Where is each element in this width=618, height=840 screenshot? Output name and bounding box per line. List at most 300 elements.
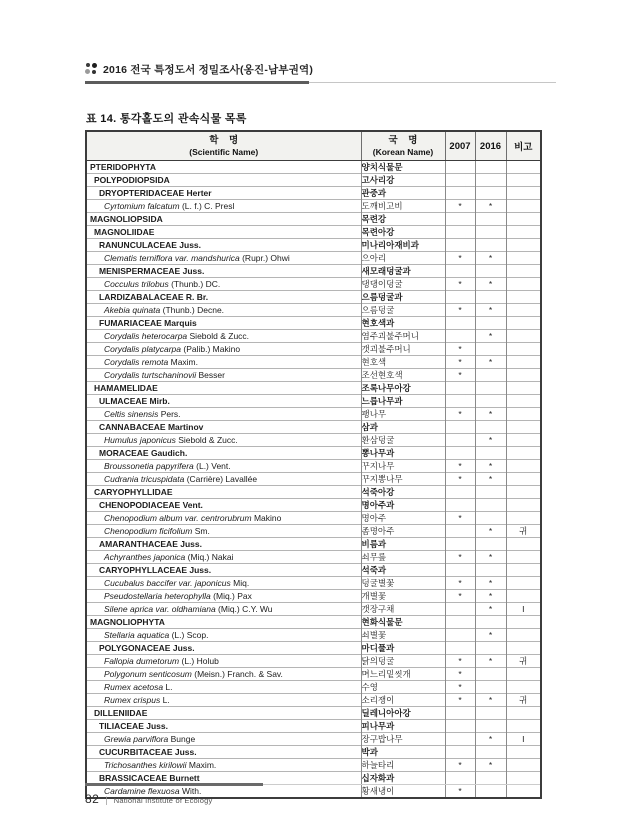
note-cell bbox=[506, 213, 541, 226]
korean-name-cell: 하늘타리 bbox=[361, 759, 445, 772]
table-row bbox=[86, 369, 541, 382]
record-2007-cell: * bbox=[445, 460, 475, 473]
table-row bbox=[86, 642, 541, 655]
korean-name-cell: 현호색과 bbox=[361, 317, 445, 330]
record-2007-cell bbox=[445, 603, 475, 616]
korean-name-cell: 염주괴불주머니 bbox=[361, 330, 445, 343]
scientific-name-cell: MAGNOLIOPHYTA bbox=[86, 616, 361, 629]
record-2016-cell: * bbox=[475, 278, 506, 291]
record-2016-cell: * bbox=[475, 408, 506, 421]
note-cell bbox=[506, 759, 541, 772]
table-row bbox=[86, 707, 541, 720]
record-2007-cell bbox=[445, 707, 475, 720]
korean-name-cell: 쇠무릎 bbox=[361, 551, 445, 564]
korean-name-cell: 댕댕이덩굴 bbox=[361, 278, 445, 291]
institute-name: National Institute of Ecology bbox=[113, 796, 213, 805]
record-2016-cell: * bbox=[475, 200, 506, 213]
note-cell bbox=[506, 304, 541, 317]
table-row bbox=[86, 161, 541, 174]
scientific-name-cell: MAGNOLIIDAE bbox=[86, 226, 361, 239]
record-2007-cell bbox=[445, 174, 475, 187]
record-2016-cell bbox=[475, 499, 506, 512]
korean-name-cell: 고사리강 bbox=[361, 174, 445, 187]
scientific-name-cell: Rumex acetosa L. bbox=[86, 681, 361, 694]
record-2007-cell: * bbox=[445, 694, 475, 707]
record-2016-cell: * bbox=[475, 733, 506, 746]
scientific-name-cell: RANUNCULACEAE Juss. bbox=[86, 239, 361, 252]
scientific-name-cell: PTERIDOPHYTA bbox=[90, 162, 156, 172]
korean-name-cell: 삼과 bbox=[361, 421, 445, 434]
column-header-scientific-name: 학 명 (Scientific Name) bbox=[86, 131, 361, 161]
table-row bbox=[86, 356, 541, 369]
table-row bbox=[86, 447, 541, 460]
scientific-name-cell: Clematis terniflora var. mandshurica (Rupr.) Ohwi bbox=[86, 252, 361, 265]
record-2016-cell: * bbox=[475, 434, 506, 447]
record-2007-cell bbox=[445, 395, 475, 408]
record-2016-cell bbox=[475, 187, 506, 200]
table-row bbox=[86, 720, 541, 733]
scientific-name-cell: Trichosanthes kirilowii Maxim. bbox=[86, 759, 361, 772]
record-2016-cell bbox=[475, 213, 506, 226]
korean-name-cell: 닭의덩굴 bbox=[361, 655, 445, 668]
korean-name-cell: 조선현호색 bbox=[361, 369, 445, 382]
table-row bbox=[86, 382, 541, 395]
record-2016-cell: * bbox=[475, 473, 506, 486]
korean-name-cell: 쇠별꽃 bbox=[361, 629, 445, 642]
note-cell bbox=[506, 161, 541, 174]
scientific-name-cell: BRASSICACEAE Burnett bbox=[86, 772, 361, 785]
record-2007-cell: * bbox=[445, 252, 475, 265]
scientific-name-cell: Chenopodium ficifolium Sm. bbox=[86, 525, 361, 538]
record-2007-cell bbox=[445, 642, 475, 655]
table-row bbox=[86, 525, 541, 538]
note-cell bbox=[506, 512, 541, 525]
record-2007-cell: * bbox=[445, 577, 475, 590]
scientific-name-cell: HAMAMELIDAE bbox=[86, 382, 361, 395]
scientific-name-cell: Cudrania tricuspidata (Carrière) Lavallée bbox=[86, 473, 361, 486]
record-2016-cell bbox=[475, 538, 506, 551]
korean-name-cell: 명아주 bbox=[361, 512, 445, 525]
table-row bbox=[86, 577, 541, 590]
korean-name-cell: 조록나무아강 bbox=[361, 382, 445, 395]
scientific-name-cell: TILIACEAE Juss. bbox=[86, 720, 361, 733]
table-row bbox=[86, 317, 541, 330]
record-2016-cell: * bbox=[475, 304, 506, 317]
record-2007-cell bbox=[445, 421, 475, 434]
korean-name-cell: 도깨비고비 bbox=[361, 200, 445, 213]
table-row bbox=[86, 460, 541, 473]
record-2016-cell: * bbox=[475, 252, 506, 265]
table-row bbox=[86, 395, 541, 408]
record-2007-cell: * bbox=[445, 278, 475, 291]
record-2007-cell: * bbox=[445, 343, 475, 356]
table-row bbox=[86, 187, 541, 200]
note-cell bbox=[506, 460, 541, 473]
scientific-name-cell: MORACEAE Gaudich. bbox=[86, 447, 361, 460]
note-cell: 귀 bbox=[506, 655, 541, 668]
record-2007-cell: * bbox=[445, 473, 475, 486]
scientific-name-cell: POLYGONACEAE Juss. bbox=[86, 642, 361, 655]
note-cell bbox=[506, 291, 541, 304]
note-cell bbox=[506, 707, 541, 720]
scientific-name-cell: Akebia quinata (Thunb.) Decne. bbox=[86, 304, 361, 317]
korean-name-cell: 박과 bbox=[361, 746, 445, 759]
scientific-name-cell: Silene aprica var. oldhamiana (Miq.) C.Y. Wu bbox=[86, 603, 361, 616]
record-2016-cell bbox=[475, 265, 506, 278]
korean-name-cell: 며느리밑씻개 bbox=[361, 668, 445, 681]
table-row bbox=[86, 174, 541, 187]
record-2016-cell bbox=[475, 681, 506, 694]
table-row bbox=[86, 434, 541, 447]
scientific-name-cell: Polygonum senticosum (Meisn.) Franch. & Sav. bbox=[86, 668, 361, 681]
record-2007-cell: * bbox=[445, 512, 475, 525]
scientific-name-cell: FUMARIACEAE Marquis bbox=[86, 317, 361, 330]
scientific-name-cell: POLYPODIOPSIDA bbox=[86, 174, 361, 187]
korean-name-cell: 딜레니아아강 bbox=[361, 707, 445, 720]
note-cell bbox=[506, 564, 541, 577]
note-cell bbox=[506, 473, 541, 486]
note-cell: 귀 bbox=[506, 694, 541, 707]
scientific-name-cell: LARDIZABALACEAE R. Br. bbox=[86, 291, 361, 304]
record-2016-cell bbox=[475, 239, 506, 252]
korean-name-cell: 석죽아강 bbox=[361, 486, 445, 499]
note-cell bbox=[506, 174, 541, 187]
record-2016-cell: * bbox=[475, 356, 506, 369]
record-2016-cell bbox=[475, 343, 506, 356]
note-cell bbox=[506, 577, 541, 590]
table-row bbox=[86, 486, 541, 499]
note-cell bbox=[506, 668, 541, 681]
scientific-name-cell: Chenopodium album var. centrorubrum Makino bbox=[86, 512, 361, 525]
korean-name-cell: 피나무과 bbox=[361, 720, 445, 733]
note-cell bbox=[506, 187, 541, 200]
korean-name-cell: 황새냉이 bbox=[361, 785, 445, 799]
note-cell: 귀 bbox=[506, 525, 541, 538]
scientific-name-cell: AMARANTHACEAE Juss. bbox=[86, 538, 361, 551]
scientific-name-cell: CARYOPHYLLACEAE Juss. bbox=[86, 564, 361, 577]
note-cell bbox=[506, 720, 541, 733]
record-2016-cell: * bbox=[475, 655, 506, 668]
korean-name-cell: 수영 bbox=[361, 681, 445, 694]
record-2007-cell: * bbox=[445, 668, 475, 681]
record-2007-cell: * bbox=[445, 304, 475, 317]
record-2016-cell bbox=[475, 291, 506, 304]
page-header bbox=[85, 61, 556, 84]
note-cell bbox=[506, 486, 541, 499]
korean-name-cell: 뽕나무과 bbox=[361, 447, 445, 460]
table-row bbox=[86, 421, 541, 434]
record-2016-cell: * bbox=[475, 577, 506, 590]
table-row bbox=[86, 694, 541, 707]
note-cell bbox=[506, 681, 541, 694]
table-row bbox=[86, 213, 541, 226]
record-2007-cell bbox=[445, 746, 475, 759]
korean-name-cell: 으름덩굴과 bbox=[361, 291, 445, 304]
record-2007-cell bbox=[445, 330, 475, 343]
table-row bbox=[86, 733, 541, 746]
scientific-name-cell: Corydalis heterocarpa Siebold & Zucc. bbox=[86, 330, 361, 343]
record-2007-cell: * bbox=[445, 590, 475, 603]
record-2016-cell bbox=[475, 746, 506, 759]
record-2007-cell: * bbox=[445, 681, 475, 694]
korean-name-cell: 비름과 bbox=[361, 538, 445, 551]
record-2016-cell bbox=[475, 668, 506, 681]
scientific-name-cell: Celtis sinensis Pers. bbox=[86, 408, 361, 421]
scientific-name-cell: Corydalis remota Maxim. bbox=[86, 356, 361, 369]
scientific-name-cell: Broussonetia papyrifera (L.) Vent. bbox=[86, 460, 361, 473]
record-2007-cell bbox=[445, 525, 475, 538]
table-row bbox=[86, 330, 541, 343]
note-cell bbox=[506, 551, 541, 564]
table-row bbox=[86, 252, 541, 265]
table-header-row bbox=[86, 131, 541, 161]
note-cell bbox=[506, 642, 541, 655]
record-2007-cell bbox=[445, 564, 475, 577]
note-cell bbox=[506, 317, 541, 330]
note-cell bbox=[506, 265, 541, 278]
table-row bbox=[86, 291, 541, 304]
record-2016-cell: * bbox=[475, 629, 506, 642]
scientific-name-cell: Cucubalus baccifer var. japonicus Miq. bbox=[86, 577, 361, 590]
note-cell bbox=[506, 252, 541, 265]
korean-name-cell: 양치식물문 bbox=[361, 161, 445, 174]
record-2007-cell bbox=[445, 720, 475, 733]
footer-rule bbox=[85, 783, 540, 786]
note-cell bbox=[506, 226, 541, 239]
plant-table-body bbox=[86, 161, 541, 799]
note-cell bbox=[506, 408, 541, 421]
table-row bbox=[86, 304, 541, 317]
plant-checklist-table bbox=[85, 130, 542, 799]
note-cell bbox=[506, 629, 541, 642]
scientific-name-cell: Grewia parviflora Bunge bbox=[86, 733, 361, 746]
korean-name-cell: 덩굴별꽃 bbox=[361, 577, 445, 590]
record-2016-cell bbox=[475, 382, 506, 395]
korean-name-cell: 좀명아주 bbox=[361, 525, 445, 538]
table-row bbox=[86, 603, 541, 616]
record-2016-cell bbox=[475, 369, 506, 382]
record-2016-cell: * bbox=[475, 590, 506, 603]
scientific-name-cell: Achyranthes japonica (Miq.) Nakai bbox=[86, 551, 361, 564]
scientific-name-cell: DILLENIIDAE bbox=[86, 707, 361, 720]
note-cell bbox=[506, 369, 541, 382]
korean-name-cell: 미나리아재비과 bbox=[361, 239, 445, 252]
record-2016-cell bbox=[475, 447, 506, 460]
dots-bullet-icon bbox=[85, 63, 98, 75]
record-2007-cell bbox=[445, 733, 475, 746]
scientific-name-cell: CARYOPHYLLIDAE bbox=[86, 486, 361, 499]
scientific-name-cell: Stellaria aquatica (L.) Scop. bbox=[86, 629, 361, 642]
scientific-name-cell: CANNABACEAE Martinov bbox=[86, 421, 361, 434]
record-2007-cell bbox=[445, 486, 475, 499]
scientific-name-cell: Humulus japonicus Siebold & Zucc. bbox=[86, 434, 361, 447]
korean-name-cell: 석죽과 bbox=[361, 564, 445, 577]
record-2007-cell: * bbox=[445, 408, 475, 421]
note-cell bbox=[506, 356, 541, 369]
record-2016-cell bbox=[475, 161, 506, 174]
korean-name-cell: 으아리 bbox=[361, 252, 445, 265]
note-cell bbox=[506, 421, 541, 434]
korean-name-cell: 꾸지뽕나무 bbox=[361, 473, 445, 486]
scientific-name-cell: MENISPERMACEAE Juss. bbox=[86, 265, 361, 278]
table-row bbox=[86, 590, 541, 603]
note-cell bbox=[506, 499, 541, 512]
column-header-2007: 2007 bbox=[445, 131, 475, 161]
note-cell bbox=[506, 395, 541, 408]
scientific-name-cell: Pseudostellaria heterophylla (Miq.) Pax bbox=[86, 590, 361, 603]
record-2007-cell bbox=[445, 447, 475, 460]
korean-name-cell: 목련아강 bbox=[361, 226, 445, 239]
record-2016-cell bbox=[475, 174, 506, 187]
korean-name-cell: 갯장구채 bbox=[361, 603, 445, 616]
header-rule bbox=[85, 81, 556, 84]
table-row bbox=[86, 681, 541, 694]
scientific-name-cell: Cyrtomium falcatum (L. f.) C. Presl bbox=[86, 200, 361, 213]
record-2007-cell bbox=[445, 226, 475, 239]
note-cell bbox=[506, 382, 541, 395]
note-cell bbox=[506, 785, 541, 799]
scientific-name-cell: Corydalis platycarpa (Palib.) Makino bbox=[86, 343, 361, 356]
record-2007-cell bbox=[445, 161, 475, 174]
note-cell bbox=[506, 447, 541, 460]
record-2007-cell: * bbox=[445, 759, 475, 772]
record-2016-cell bbox=[475, 486, 506, 499]
page-number: 82 bbox=[85, 792, 100, 806]
korean-name-cell: 환삼덩굴 bbox=[361, 434, 445, 447]
record-2007-cell: * bbox=[445, 369, 475, 382]
record-2016-cell bbox=[475, 616, 506, 629]
korean-name-cell: 목련강 bbox=[361, 213, 445, 226]
record-2016-cell bbox=[475, 512, 506, 525]
plant-table-container bbox=[85, 130, 540, 799]
record-2007-cell bbox=[445, 317, 475, 330]
record-2016-cell: * bbox=[475, 551, 506, 564]
korean-name-cell: 소리쟁이 bbox=[361, 694, 445, 707]
record-2016-cell bbox=[475, 707, 506, 720]
footer-separator: | bbox=[105, 795, 108, 805]
scientific-name-cell: ULMACEAE Mirb. bbox=[86, 395, 361, 408]
note-cell bbox=[506, 330, 541, 343]
table-row bbox=[86, 226, 541, 239]
record-2016-cell: * bbox=[475, 525, 506, 538]
scientific-name-cell: CHENOPODIACEAE Vent. bbox=[86, 499, 361, 512]
table-row bbox=[86, 265, 541, 278]
korean-name-cell: 현호색 bbox=[361, 356, 445, 369]
record-2016-cell: * bbox=[475, 330, 506, 343]
record-2016-cell bbox=[475, 395, 506, 408]
note-cell: I bbox=[506, 603, 541, 616]
scientific-name-cell: DRYOPTERIDACEAE Herter bbox=[86, 187, 361, 200]
scientific-name-cell: Fallopia dumetorum (L.) Holub bbox=[86, 655, 361, 668]
table-row bbox=[86, 668, 541, 681]
scientific-name-cell: Corydalis turtschaninovii Besser bbox=[86, 369, 361, 382]
record-2007-cell bbox=[445, 616, 475, 629]
scientific-name-cell: MAGNOLIOPSIDA bbox=[86, 213, 361, 226]
record-2016-cell bbox=[475, 564, 506, 577]
table-row bbox=[86, 538, 541, 551]
table-row bbox=[86, 408, 541, 421]
column-header-2016: 2016 bbox=[475, 131, 506, 161]
note-cell bbox=[506, 616, 541, 629]
record-2016-cell: * bbox=[475, 759, 506, 772]
report-title: 2016 전국 특정도서 정밀조사(옹진-남부권역) bbox=[103, 63, 314, 76]
note-cell bbox=[506, 200, 541, 213]
table-row bbox=[86, 200, 541, 213]
record-2007-cell bbox=[445, 213, 475, 226]
table-row bbox=[86, 564, 541, 577]
record-2007-cell: * bbox=[445, 200, 475, 213]
table-row bbox=[86, 616, 541, 629]
record-2016-cell: * bbox=[475, 460, 506, 473]
record-2016-cell bbox=[475, 720, 506, 733]
record-2007-cell bbox=[445, 538, 475, 551]
record-2007-cell: * bbox=[445, 655, 475, 668]
korean-name-cell: 느릅나무과 bbox=[361, 395, 445, 408]
table-row bbox=[86, 746, 541, 759]
record-2007-cell bbox=[445, 499, 475, 512]
table-row bbox=[86, 512, 541, 525]
record-2007-cell bbox=[445, 382, 475, 395]
korean-name-cell: 으름덩굴 bbox=[361, 304, 445, 317]
korean-name-cell: 장구밥나무 bbox=[361, 733, 445, 746]
table-row bbox=[86, 629, 541, 642]
record-2007-cell: * bbox=[445, 356, 475, 369]
note-cell: I bbox=[506, 733, 541, 746]
record-2016-cell bbox=[475, 226, 506, 239]
record-2007-cell: * bbox=[445, 785, 475, 799]
table-row bbox=[86, 278, 541, 291]
note-cell bbox=[506, 278, 541, 291]
table-row bbox=[86, 239, 541, 252]
record-2007-cell bbox=[445, 434, 475, 447]
column-header-korean-name: 국 명 (Korean Name) bbox=[361, 131, 445, 161]
korean-name-cell: 꾸지나무 bbox=[361, 460, 445, 473]
record-2007-cell bbox=[445, 265, 475, 278]
korean-name-cell: 관중과 bbox=[361, 187, 445, 200]
korean-name-cell: 팽나무 bbox=[361, 408, 445, 421]
note-cell bbox=[506, 746, 541, 759]
korean-name-cell: 갯괴불주머니 bbox=[361, 343, 445, 356]
column-header-note: 비고 bbox=[506, 131, 541, 161]
korean-name-cell: 개별꽃 bbox=[361, 590, 445, 603]
record-2007-cell: * bbox=[445, 551, 475, 564]
scientific-name-cell: CUCURBITACEAE Juss. bbox=[86, 746, 361, 759]
scientific-name-cell: Cocculus trilobus (Thunb.) DC. bbox=[86, 278, 361, 291]
table-row bbox=[86, 655, 541, 668]
table-row bbox=[86, 499, 541, 512]
note-cell bbox=[506, 239, 541, 252]
record-2016-cell bbox=[475, 421, 506, 434]
record-2016-cell: * bbox=[475, 694, 506, 707]
table-row bbox=[86, 473, 541, 486]
note-cell bbox=[506, 343, 541, 356]
korean-name-cell: 마디풀과 bbox=[361, 642, 445, 655]
note-cell bbox=[506, 434, 541, 447]
note-cell bbox=[506, 590, 541, 603]
korean-name-cell: 현화식물문 bbox=[361, 616, 445, 629]
table-row bbox=[86, 759, 541, 772]
record-2016-cell bbox=[475, 317, 506, 330]
scientific-name-cell: Cardamine flexuosa With. bbox=[86, 785, 361, 799]
table-caption: 표 14. 통각홀도의 관속식물 목록 bbox=[86, 113, 247, 125]
record-2016-cell: * bbox=[475, 603, 506, 616]
record-2016-cell bbox=[475, 785, 506, 799]
note-cell bbox=[506, 538, 541, 551]
korean-name-cell: 새모래덩굴과 bbox=[361, 265, 445, 278]
record-2007-cell bbox=[445, 291, 475, 304]
record-2007-cell bbox=[445, 629, 475, 642]
record-2016-cell bbox=[475, 642, 506, 655]
